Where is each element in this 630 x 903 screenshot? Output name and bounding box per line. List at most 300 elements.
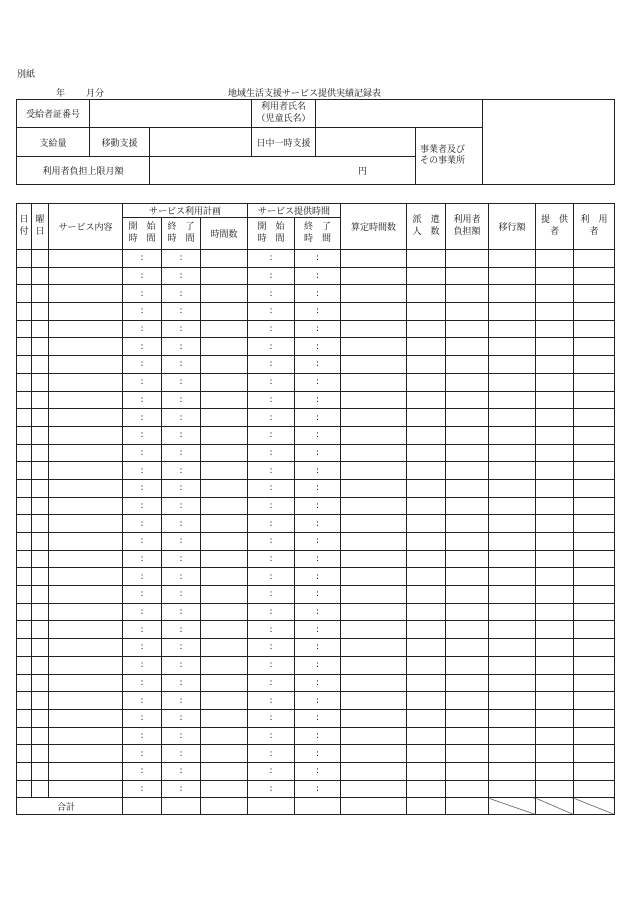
plan-hours-cell[interactable] <box>201 267 248 285</box>
date-cell[interactable] <box>17 479 32 497</box>
burden-cell[interactable] <box>446 745 489 763</box>
plan-hours-cell[interactable] <box>201 780 248 798</box>
plan-hours-cell[interactable] <box>201 692 248 710</box>
actual-end-cell[interactable] <box>295 586 341 604</box>
calc-hours-cell[interactable] <box>341 586 407 604</box>
service-cell[interactable] <box>49 250 123 268</box>
dispatch-cell[interactable] <box>407 267 446 285</box>
service-cell[interactable] <box>49 533 123 551</box>
plan-hours-cell[interactable] <box>201 550 248 568</box>
plan-start-cell[interactable] <box>123 780 162 798</box>
service-cell[interactable] <box>49 621 123 639</box>
transfer-cell[interactable] <box>489 267 536 285</box>
plan-hours-cell[interactable] <box>201 745 248 763</box>
plan-start-cell[interactable] <box>123 692 162 710</box>
user-cell[interactable] <box>574 479 615 497</box>
actual-start-cell[interactable] <box>248 533 295 551</box>
actual-start-cell[interactable] <box>248 762 295 780</box>
plan-end-cell[interactable] <box>162 603 201 621</box>
burden-cell[interactable] <box>446 391 489 409</box>
user-cell[interactable] <box>574 497 615 515</box>
dispatch-cell[interactable] <box>407 285 446 303</box>
transfer-cell[interactable] <box>489 656 536 674</box>
actual-end-cell[interactable] <box>295 267 341 285</box>
service-cell[interactable] <box>49 320 123 338</box>
user-cell[interactable] <box>574 727 615 745</box>
calc-hours-cell[interactable] <box>341 568 407 586</box>
date-cell[interactable] <box>17 568 32 586</box>
plan-end-cell[interactable] <box>162 373 201 391</box>
actual-start-cell[interactable] <box>248 727 295 745</box>
service-cell[interactable] <box>49 586 123 604</box>
plan-end-cell[interactable] <box>162 745 201 763</box>
limit-field[interactable] <box>150 157 416 185</box>
transfer-cell[interactable] <box>489 674 536 692</box>
actual-end-cell[interactable] <box>295 373 341 391</box>
plan-start-cell[interactable] <box>123 762 162 780</box>
service-cell[interactable] <box>49 515 123 533</box>
plan-hours-cell[interactable] <box>201 285 248 303</box>
user-cell[interactable] <box>574 533 615 551</box>
actual-start-cell[interactable] <box>248 267 295 285</box>
date-cell[interactable] <box>17 391 32 409</box>
provider-cell[interactable] <box>536 603 574 621</box>
dispatch-cell[interactable] <box>407 462 446 480</box>
plan-end-cell[interactable] <box>162 444 201 462</box>
actual-start-cell[interactable] <box>248 338 295 356</box>
plan-hours-cell[interactable] <box>201 656 248 674</box>
plan-hours-cell[interactable] <box>201 568 248 586</box>
provider-cell[interactable] <box>536 338 574 356</box>
provider-cell[interactable] <box>536 444 574 462</box>
dispatch-cell[interactable] <box>407 409 446 427</box>
date-cell[interactable] <box>17 533 32 551</box>
actual-end-cell[interactable] <box>295 674 341 692</box>
date-cell[interactable] <box>17 780 32 798</box>
burden-cell[interactable] <box>446 674 489 692</box>
dow-cell[interactable] <box>32 692 49 710</box>
actual-start-cell[interactable] <box>248 250 295 268</box>
calc-hours-cell[interactable] <box>341 692 407 710</box>
transfer-cell[interactable] <box>489 533 536 551</box>
dispatch-cell[interactable] <box>407 479 446 497</box>
plan-hours-cell[interactable] <box>201 709 248 727</box>
date-cell[interactable] <box>17 462 32 480</box>
burden-cell[interactable] <box>446 462 489 480</box>
dispatch-cell[interactable] <box>407 621 446 639</box>
plan-end-cell[interactable] <box>162 533 201 551</box>
provider-cell[interactable] <box>536 515 574 533</box>
service-cell[interactable] <box>49 409 123 427</box>
burden-cell[interactable] <box>446 426 489 444</box>
service-cell[interactable] <box>49 303 123 321</box>
calc-hours-cell[interactable] <box>341 373 407 391</box>
plan-end-cell[interactable] <box>162 320 201 338</box>
date-cell[interactable] <box>17 745 32 763</box>
date-cell[interactable] <box>17 603 32 621</box>
transfer-cell[interactable] <box>489 356 536 374</box>
dispatch-cell[interactable] <box>407 709 446 727</box>
date-cell[interactable] <box>17 320 32 338</box>
transfer-cell[interactable] <box>489 479 536 497</box>
burden-cell[interactable] <box>446 621 489 639</box>
dispatch-cell[interactable] <box>407 656 446 674</box>
provider-cell[interactable] <box>536 303 574 321</box>
service-cell[interactable] <box>49 462 123 480</box>
dow-cell[interactable] <box>32 462 49 480</box>
date-cell[interactable] <box>17 267 32 285</box>
date-cell[interactable] <box>17 409 32 427</box>
transfer-cell[interactable] <box>489 550 536 568</box>
burden-cell[interactable] <box>446 550 489 568</box>
dow-cell[interactable] <box>32 639 49 657</box>
provider-cell[interactable] <box>536 479 574 497</box>
service-cell[interactable] <box>49 444 123 462</box>
dow-cell[interactable] <box>32 709 49 727</box>
plan-hours-cell[interactable] <box>201 356 248 374</box>
plan-end-cell[interactable] <box>162 409 201 427</box>
calc-hours-cell[interactable] <box>341 303 407 321</box>
plan-end-cell[interactable] <box>162 479 201 497</box>
date-cell[interactable] <box>17 762 32 780</box>
calc-hours-cell[interactable] <box>341 497 407 515</box>
transfer-cell[interactable] <box>489 285 536 303</box>
plan-hours-cell[interactable] <box>201 533 248 551</box>
provider-field[interactable] <box>483 100 615 185</box>
plan-start-cell[interactable] <box>123 356 162 374</box>
transfer-cell[interactable] <box>489 338 536 356</box>
dow-cell[interactable] <box>32 391 49 409</box>
transfer-cell[interactable] <box>489 639 536 657</box>
burden-cell[interactable] <box>446 356 489 374</box>
date-cell[interactable] <box>17 727 32 745</box>
plan-start-cell[interactable] <box>123 285 162 303</box>
dow-cell[interactable] <box>32 586 49 604</box>
provider-cell[interactable] <box>536 497 574 515</box>
calc-hours-cell[interactable] <box>341 426 407 444</box>
plan-end-cell[interactable] <box>162 497 201 515</box>
plan-hours-cell[interactable] <box>201 391 248 409</box>
plan-start-cell[interactable] <box>123 533 162 551</box>
provider-cell[interactable] <box>536 727 574 745</box>
dow-cell[interactable] <box>32 373 49 391</box>
actual-start-cell[interactable] <box>248 409 295 427</box>
actual-end-cell[interactable] <box>295 303 341 321</box>
burden-cell[interactable] <box>446 656 489 674</box>
calc-hours-cell[interactable] <box>341 285 407 303</box>
service-cell[interactable] <box>49 391 123 409</box>
burden-cell[interactable] <box>446 709 489 727</box>
plan-start-cell[interactable] <box>123 250 162 268</box>
burden-cell[interactable] <box>446 320 489 338</box>
transfer-cell[interactable] <box>489 320 536 338</box>
dow-cell[interactable] <box>32 250 49 268</box>
plan-end-cell[interactable] <box>162 338 201 356</box>
plan-start-cell[interactable] <box>123 586 162 604</box>
plan-start-cell[interactable] <box>123 409 162 427</box>
total-cell[interactable] <box>201 798 248 815</box>
actual-start-cell[interactable] <box>248 426 295 444</box>
user-cell[interactable] <box>574 303 615 321</box>
plan-end-cell[interactable] <box>162 267 201 285</box>
actual-start-cell[interactable] <box>248 586 295 604</box>
actual-end-cell[interactable] <box>295 568 341 586</box>
plan-start-cell[interactable] <box>123 267 162 285</box>
plan-hours-cell[interactable] <box>201 497 248 515</box>
transfer-cell[interactable] <box>489 621 536 639</box>
service-cell[interactable] <box>49 674 123 692</box>
date-cell[interactable] <box>17 444 32 462</box>
calc-hours-cell[interactable] <box>341 603 407 621</box>
service-cell[interactable] <box>49 267 123 285</box>
dispatch-cell[interactable] <box>407 320 446 338</box>
transfer-cell[interactable] <box>489 303 536 321</box>
calc-hours-cell[interactable] <box>341 780 407 798</box>
service-cell[interactable] <box>49 656 123 674</box>
provider-cell[interactable] <box>536 356 574 374</box>
dow-cell[interactable] <box>32 267 49 285</box>
dow-cell[interactable] <box>32 515 49 533</box>
burden-cell[interactable] <box>446 727 489 745</box>
plan-start-cell[interactable] <box>123 391 162 409</box>
provider-cell[interactable] <box>536 533 574 551</box>
user-cell[interactable] <box>574 621 615 639</box>
user-cell[interactable] <box>574 250 615 268</box>
burden-cell[interactable] <box>446 409 489 427</box>
date-cell[interactable] <box>17 709 32 727</box>
plan-start-cell[interactable] <box>123 674 162 692</box>
dow-cell[interactable] <box>32 656 49 674</box>
transfer-cell[interactable] <box>489 586 536 604</box>
dispatch-cell[interactable] <box>407 780 446 798</box>
burden-cell[interactable] <box>446 515 489 533</box>
burden-cell[interactable] <box>446 639 489 657</box>
transfer-cell[interactable] <box>489 444 536 462</box>
plan-end-cell[interactable] <box>162 656 201 674</box>
date-cell[interactable] <box>17 250 32 268</box>
service-cell[interactable] <box>49 356 123 374</box>
actual-start-cell[interactable] <box>248 709 295 727</box>
provider-cell[interactable] <box>536 762 574 780</box>
user-name-field[interactable] <box>316 100 483 128</box>
transfer-cell[interactable] <box>489 692 536 710</box>
user-cell[interactable] <box>574 426 615 444</box>
user-cell[interactable] <box>574 656 615 674</box>
burden-cell[interactable] <box>446 303 489 321</box>
dow-cell[interactable] <box>32 780 49 798</box>
actual-start-cell[interactable] <box>248 479 295 497</box>
plan-start-cell[interactable] <box>123 515 162 533</box>
transfer-cell[interactable] <box>489 250 536 268</box>
dispatch-cell[interactable] <box>407 303 446 321</box>
plan-hours-cell[interactable] <box>201 479 248 497</box>
plan-start-cell[interactable] <box>123 603 162 621</box>
actual-start-cell[interactable] <box>248 568 295 586</box>
plan-hours-cell[interactable] <box>201 409 248 427</box>
plan-hours-cell[interactable] <box>201 444 248 462</box>
plan-start-cell[interactable] <box>123 338 162 356</box>
actual-end-cell[interactable] <box>295 356 341 374</box>
dow-cell[interactable] <box>32 727 49 745</box>
calc-hours-cell[interactable] <box>341 656 407 674</box>
actual-end-cell[interactable] <box>295 285 341 303</box>
date-cell[interactable] <box>17 674 32 692</box>
actual-start-cell[interactable] <box>248 603 295 621</box>
calc-hours-cell[interactable] <box>341 338 407 356</box>
calc-hours-cell[interactable] <box>341 267 407 285</box>
plan-end-cell[interactable] <box>162 426 201 444</box>
actual-end-cell[interactable] <box>295 639 341 657</box>
plan-end-cell[interactable] <box>162 391 201 409</box>
plan-end-cell[interactable] <box>162 780 201 798</box>
plan-start-cell[interactable] <box>123 745 162 763</box>
dispatch-cell[interactable] <box>407 373 446 391</box>
actual-start-cell[interactable] <box>248 674 295 692</box>
transfer-cell[interactable] <box>489 745 536 763</box>
provider-cell[interactable] <box>536 426 574 444</box>
provider-cell[interactable] <box>536 267 574 285</box>
service-cell[interactable] <box>49 426 123 444</box>
transfer-cell[interactable] <box>489 515 536 533</box>
provider-cell[interactable] <box>536 373 574 391</box>
calc-hours-cell[interactable] <box>341 533 407 551</box>
service-cell[interactable] <box>49 550 123 568</box>
dow-cell[interactable] <box>32 533 49 551</box>
total-cell[interactable] <box>341 798 407 815</box>
plan-end-cell[interactable] <box>162 762 201 780</box>
provider-cell[interactable] <box>536 745 574 763</box>
service-cell[interactable] <box>49 780 123 798</box>
actual-start-cell[interactable] <box>248 515 295 533</box>
date-cell[interactable] <box>17 550 32 568</box>
actual-end-cell[interactable] <box>295 409 341 427</box>
user-cell[interactable] <box>574 391 615 409</box>
provider-cell[interactable] <box>536 692 574 710</box>
dow-cell[interactable] <box>32 497 49 515</box>
actual-end-cell[interactable] <box>295 462 341 480</box>
plan-hours-cell[interactable] <box>201 462 248 480</box>
user-cell[interactable] <box>574 550 615 568</box>
actual-end-cell[interactable] <box>295 727 341 745</box>
date-cell[interactable] <box>17 356 32 374</box>
plan-end-cell[interactable] <box>162 621 201 639</box>
provider-cell[interactable] <box>536 586 574 604</box>
calc-hours-cell[interactable] <box>341 409 407 427</box>
provider-cell[interactable] <box>536 674 574 692</box>
dow-cell[interactable] <box>32 444 49 462</box>
plan-hours-cell[interactable] <box>201 621 248 639</box>
user-cell[interactable] <box>574 409 615 427</box>
total-cell[interactable] <box>248 798 295 815</box>
provider-cell[interactable] <box>536 639 574 657</box>
actual-end-cell[interactable] <box>295 709 341 727</box>
dow-cell[interactable] <box>32 550 49 568</box>
actual-end-cell[interactable] <box>295 515 341 533</box>
plan-hours-cell[interactable] <box>201 674 248 692</box>
user-cell[interactable] <box>574 639 615 657</box>
dispatch-cell[interactable] <box>407 603 446 621</box>
burden-cell[interactable] <box>446 692 489 710</box>
plan-end-cell[interactable] <box>162 709 201 727</box>
burden-cell[interactable] <box>446 780 489 798</box>
actual-end-cell[interactable] <box>295 780 341 798</box>
calc-hours-cell[interactable] <box>341 621 407 639</box>
transfer-cell[interactable] <box>489 462 536 480</box>
actual-start-cell[interactable] <box>248 621 295 639</box>
provider-cell[interactable] <box>536 462 574 480</box>
plan-start-cell[interactable] <box>123 709 162 727</box>
user-cell[interactable] <box>574 373 615 391</box>
actual-start-cell[interactable] <box>248 356 295 374</box>
dispatch-cell[interactable] <box>407 356 446 374</box>
actual-end-cell[interactable] <box>295 250 341 268</box>
calc-hours-cell[interactable] <box>341 515 407 533</box>
recipient-number-field[interactable] <box>90 100 252 128</box>
plan-hours-cell[interactable] <box>201 320 248 338</box>
plan-start-cell[interactable] <box>123 497 162 515</box>
provider-cell[interactable] <box>536 568 574 586</box>
date-cell[interactable] <box>17 692 32 710</box>
plan-start-cell[interactable] <box>123 550 162 568</box>
provider-cell[interactable] <box>536 550 574 568</box>
actual-start-cell[interactable] <box>248 303 295 321</box>
total-cell[interactable] <box>123 798 162 815</box>
dow-cell[interactable] <box>32 603 49 621</box>
transfer-cell[interactable] <box>489 762 536 780</box>
user-cell[interactable] <box>574 762 615 780</box>
transfer-cell[interactable] <box>489 709 536 727</box>
date-cell[interactable] <box>17 303 32 321</box>
actual-start-cell[interactable] <box>248 497 295 515</box>
dispatch-cell[interactable] <box>407 444 446 462</box>
burden-cell[interactable] <box>446 338 489 356</box>
dow-cell[interactable] <box>32 409 49 427</box>
calc-hours-cell[interactable] <box>341 709 407 727</box>
dow-cell[interactable] <box>32 285 49 303</box>
provider-cell[interactable] <box>536 250 574 268</box>
plan-end-cell[interactable] <box>162 639 201 657</box>
dow-cell[interactable] <box>32 303 49 321</box>
plan-hours-cell[interactable] <box>201 727 248 745</box>
dispatch-cell[interactable] <box>407 745 446 763</box>
actual-start-cell[interactable] <box>248 320 295 338</box>
actual-start-cell[interactable] <box>248 444 295 462</box>
transfer-cell[interactable] <box>489 780 536 798</box>
dow-cell[interactable] <box>32 745 49 763</box>
transfer-cell[interactable] <box>489 568 536 586</box>
user-cell[interactable] <box>574 745 615 763</box>
actual-end-cell[interactable] <box>295 426 341 444</box>
date-cell[interactable] <box>17 656 32 674</box>
provider-cell[interactable] <box>536 656 574 674</box>
actual-start-cell[interactable] <box>248 391 295 409</box>
actual-start-cell[interactable] <box>248 462 295 480</box>
plan-hours-cell[interactable] <box>201 639 248 657</box>
actual-start-cell[interactable] <box>248 692 295 710</box>
calc-hours-cell[interactable] <box>341 727 407 745</box>
service-cell[interactable] <box>49 692 123 710</box>
calc-hours-cell[interactable] <box>341 250 407 268</box>
service-cell[interactable] <box>49 373 123 391</box>
burden-cell[interactable] <box>446 762 489 780</box>
daytime-field[interactable] <box>316 128 416 157</box>
burden-cell[interactable] <box>446 533 489 551</box>
burden-cell[interactable] <box>446 373 489 391</box>
date-cell[interactable] <box>17 373 32 391</box>
calc-hours-cell[interactable] <box>341 639 407 657</box>
transfer-cell[interactable] <box>489 409 536 427</box>
dispatch-cell[interactable] <box>407 426 446 444</box>
